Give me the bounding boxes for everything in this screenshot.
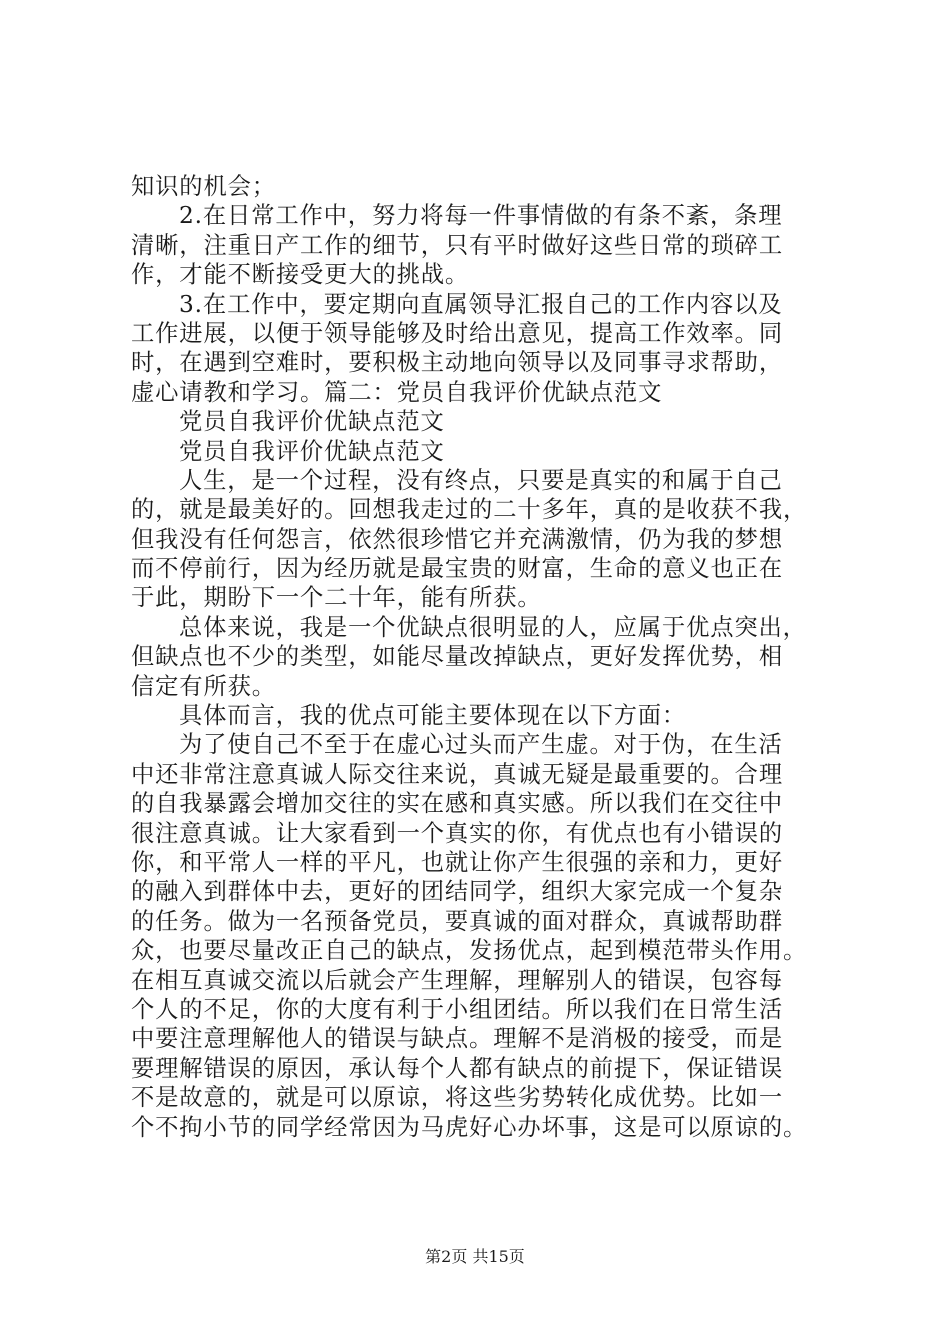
text-line: 要理解错误的原因，承认每个人都有缺点的前提下，保证错误: [131, 1054, 783, 1082]
text-line: 很注意真诚。让大家看到一个真实的你，有优点也有小错误的: [131, 819, 783, 847]
text-line: 但我没有任何怨言，依然很珍惜它并充满激情，仍为我的梦想: [131, 525, 783, 553]
text-line: 虚心请教和学习。篇二：党员自我评价优缺点范文: [131, 378, 663, 406]
text-line: 党员自我评价优缺点范文: [179, 408, 445, 436]
text-line: 人生，是一个过程，没有终点，只要是真实的和属于自己: [179, 466, 783, 494]
text-line: 而不停前行，因为经历就是最宝贵的财富，生命的意义也正在: [131, 555, 783, 583]
text-line: 不是故意的，就是可以原谅，将这些劣势转化成优势。比如一: [131, 1084, 783, 1112]
text-line: 总体来说，我是一个优缺点很明显的人，应属于优点突出，: [179, 613, 807, 641]
text-line: 作，才能不断接受更大的挑战。: [131, 261, 470, 289]
text-line: 于此，期盼下一个二十年，能有所获。: [131, 584, 542, 612]
text-line: 众，也要尽量改正自己的缺点，发扬优点，起到模范带头作用。: [131, 937, 808, 965]
text-line: 个不拘小节的同学经常因为马虎好心办坏事，这是可以原谅的。: [131, 1113, 808, 1141]
text-line: 信定有所获。: [131, 672, 276, 700]
document-body: [131, 172, 831, 1142]
text-line: 知识的机会；: [131, 173, 276, 200]
page-number-footer: 第2页 共15页: [425, 1247, 525, 1266]
text-line: 但缺点也不少的类型，如能尽量改掉缺点，更好发挥优势，相: [131, 643, 783, 671]
text-line: 在相互真诚交流以后就会产生理解，理解别人的错误，包容每: [131, 966, 783, 994]
text-line: 时，在遇到空难时，要积极主动地向领导以及同事寻求帮助，: [131, 349, 783, 377]
text-line: 的任务。做为一名预备党员，要真诚的面对群众，真诚帮助群: [131, 907, 783, 935]
text-line: 2.在日常工作中，努力将每一件事情做的有条不紊，条理: [179, 202, 783, 230]
text-line: 中还非常注意真诚人际交往来说，真诚无疑是最重要的。合理: [131, 760, 783, 788]
text-line: 的，就是最美好的。回想我走过的二十多年，真的是收获不我，: [131, 496, 808, 524]
text-line: 党员自我评价优缺点范文: [179, 437, 445, 465]
text-line: 清晰，注重日产工作的细节，只有平时做好这些日常的琐碎工: [131, 231, 783, 259]
text-line: 工作进展，以便于领导能够及时给出意见，提高工作效率。同: [131, 319, 783, 347]
text-line: 的融入到群体中去，更好的团结同学，组织大家完成一个复杂: [131, 878, 783, 906]
text-line: 3.在工作中，要定期向直属领导汇报自己的工作内容以及: [179, 290, 783, 318]
text-line: 为了使自己不至于在虚心过头而产生虚。对于伪，在生活: [179, 731, 783, 759]
text-line: 你，和平常人一样的平凡，也就让你产生很强的亲和力，更好: [131, 848, 783, 876]
text-line: 具体而言，我的优点可能主要体现在以下方面：: [179, 702, 687, 730]
text-line: 的自我暴露会增加交往的实在感和真实感。所以我们在交往中: [131, 790, 783, 818]
text-line: 中要注意理解他人的错误与缺点。理解不是消极的接受，而是: [131, 1025, 783, 1053]
text-line: 个人的不足，你的大度有利于小组团结。所以我们在日常生活: [131, 995, 783, 1023]
